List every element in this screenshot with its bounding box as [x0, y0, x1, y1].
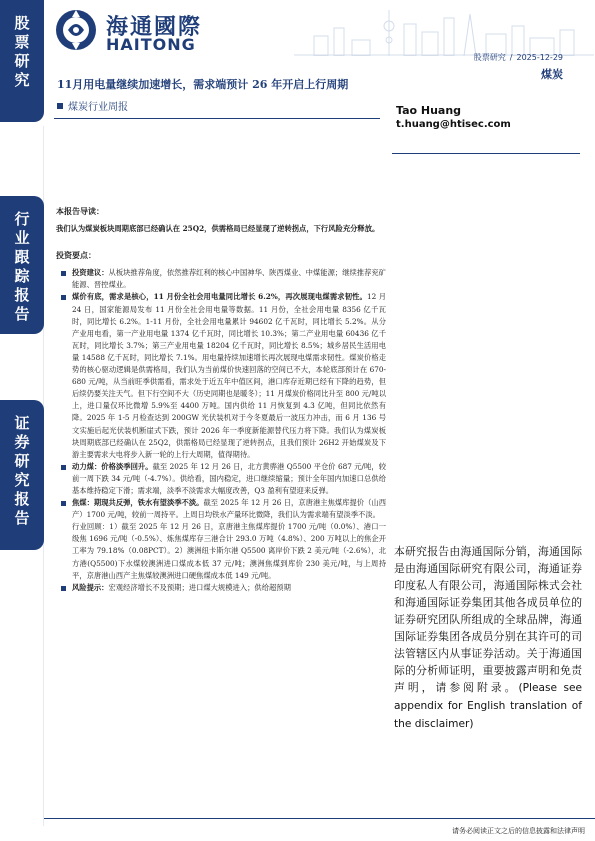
list-item — [56, 497, 386, 521]
city-skyline-illustration — [294, 6, 594, 56]
point-lead: 投资建议： — [72, 268, 109, 278]
sidebar-label-char: 跟 — [14, 248, 30, 266]
disclaimer-cn: 本研究报告由海通国际分销，海通国际是由海通国际研究有限公司，海通证券印度私人有限公司，海通国际株式会社和海通国际证券集团其他各成员单位的证券研究团队所组成的全球品牌，海通国际证券集团各成员分别在其许可的司法管辖区内从事证券活动。关于海通国际的分析师证明，重要披露声明和免责声明，请参阅附录。 — [394, 545, 582, 694]
report-title: 11月用电量继续加速增长，需求端预计 26 年开启上行周期 — [57, 78, 349, 91]
point-lead: 焦煤：期现共反弹，铁水有望淡季不淡。 — [72, 498, 204, 508]
report-date: 2025-12-29 — [516, 53, 563, 62]
analyst-email[interactable]: t.huang@htisec.com — [396, 119, 511, 130]
point-lead: 煤价有底，需求是核心，11 月份全社会用电量同比增长 6.2%，再次展现电煤需求韧性。 — [72, 292, 367, 302]
guide-heading: 本报告导读： — [56, 206, 104, 216]
square-bullet-icon — [57, 103, 63, 109]
sidebar-label — [0, 414, 44, 528]
sidebar-label-char: 报 — [14, 286, 30, 304]
point-text: 宏观经济增长不及预期；进口煤大规模进入；供给超预期 — [108, 582, 291, 592]
report-meta: 股票研究 / 2025-12-29 — [473, 53, 563, 62]
guide-text: 我们认为煤炭板块周期底部已经确认在 25Q2，供需格局已经显现了逆转拐点，下行风险充分释放。 — [56, 224, 380, 234]
sidebar-label — [0, 14, 44, 90]
analyst-name: Tao Huang — [396, 104, 462, 117]
divider — [54, 118, 380, 119]
footer-divider — [44, 818, 595, 819]
point-lead: 风险提示： — [72, 582, 109, 592]
report-body — [56, 205, 386, 594]
company-logo — [54, 8, 224, 56]
list-item — [56, 461, 386, 497]
sidebar-label-char: 股 — [14, 14, 30, 32]
sidebar-section-stock-research — [0, 0, 44, 122]
key-points-list — [56, 267, 386, 594]
logo-mark-icon — [54, 8, 98, 52]
list-item — [56, 267, 386, 291]
disclaimer-en: (Please see appendix for English translation of the disclaimer) — [394, 682, 583, 730]
list-item — [56, 291, 386, 460]
sidebar-label-char: 券 — [14, 433, 30, 451]
sidebar-label-char: 业 — [14, 229, 30, 247]
point-lead: 动力煤：价格淡季回升。 — [72, 461, 153, 471]
sidebar — [0, 0, 44, 841]
sidebar-label-char: 告 — [14, 305, 30, 323]
sidebar-label-char: 票 — [14, 33, 30, 51]
sidebar-label-char: 行 — [14, 210, 30, 228]
sidebar-label-char: 究 — [14, 71, 30, 89]
sidebar-section-industry-tracking — [0, 196, 44, 334]
sidebar-label-char: 研 — [14, 452, 30, 470]
logo-text-cn: 海通國際 — [106, 15, 203, 40]
footer-note: 请务必阅读正文之后的信息披露和法律声明 — [452, 827, 585, 835]
list-item — [56, 521, 386, 581]
analyst-block — [396, 104, 511, 130]
sidebar-label-char: 踪 — [14, 267, 30, 285]
point-text: 截至 2025 年 12 月 26 日，京唐港主焦煤库提价（山西产）1700 元/吨，较前一周持平。上周日均铁水产量环比微降，我们认为需求端有望淡季不淡。 — [72, 498, 386, 520]
disclaimer — [394, 543, 582, 733]
sidebar-label-char: 报 — [14, 490, 30, 508]
point-text: 12 月 24 日，国家能源局发布 11 月份全社会用电量等数据。11 月份，全社会用电量 8356 亿千瓦时，同比增长 6.2%。1-11 月份，全社会用电量累计 94602 亿千瓦时，同比增长 5.2%。从分产业用电看，第一产业用电量 1374 亿千瓦时，同比增长 10.3%；第二产业用电量 60436 亿千瓦时，同比增长 3.7%；第三产业用电量 18204 亿千瓦时，同比增长 8.5%；城乡居民生活用电量 14588 亿千瓦时，同比增长 7.1%。用电量持续加速增长再次展现电煤需求韧性。煤炭价格走势的核心驱动逻辑是供需格局，我们认为当前煤价快速回落的空间已不大，本轮底部预计在 670-680 元/吨，从当前旺季供需看，需求处于近五年中值区间，港口库存近期已经有下降的趋势，但后续仍要关注天气。但下行空间不大（历史同期也是暖冬）；11 月煤炭价格同比升至 800 元/吨以上，进口量仅环比微增 5.9%至 4400 万吨。国内供给 11 月恢复到 4.3 亿吨，但同比依然有降。2025 年 1-5 月检查达到 200GW 光伏装机对于今冬夏最后一波压力冲击，而 6 月 136 号文实施后起光伏装机断崖式下跌，预计 2026 年一季度新能源替代压力将下降。我们认为煤炭板块周期底部已经确认在 25Q2，供需格局已经显现了逆转拐点，且我们预计 26H2 开始煤炭及下游主要需求大电将步入新一轮的上行大周期，值得期待。 — [72, 292, 386, 459]
sidebar-label-char: 告 — [14, 509, 30, 527]
logo-text-en: HAITONG — [106, 35, 196, 54]
industry-label: 煤炭 — [541, 68, 563, 81]
sidebar-label — [0, 210, 44, 324]
report-type: 股票研究 — [473, 53, 506, 62]
report-series-label: 煤炭行业周报 — [68, 102, 128, 113]
key-points-heading: 投资要点： — [56, 250, 96, 261]
sidebar-label-char: 证 — [14, 414, 30, 432]
point-text: 行业回顾：1）截至 2025 年 12 月 26 日，京唐港主焦煤库提价 1700 元/吨（0.0%）、港口一级焦 1696 元/吨（-0.5%）、炼焦煤库存三港合计 293.0 万吨（4.8%）、200 万吨以上的焦企开工率为 79.18%（0.08PCT）。2）澳洲纽卡斯尔港 Q5500 离岸价下跌 2 美元/吨（-2.6%），北方港(Q5500)下水煤较澳洲进口煤成本低 37 元/吨；澳洲焦煤到库价 230 美元/吨，与上周持平，京唐港山西产主焦煤较澳洲进口硬焦煤成本低 149 元/吨。 — [72, 522, 386, 580]
divider — [392, 153, 580, 154]
sidebar-label-char: 究 — [14, 471, 30, 489]
list-item — [56, 582, 386, 594]
page-header — [44, 0, 595, 81]
point-text: 截至 2025 年 12 月 26 日，北方黄骅港 Q5500 平仓价 687 元/吨，较前一周下跌 34 元/吨（-4.7%）。供给看，国内稳定，进口继续缩量；预计全年国内加速口总供给基本维持稳定下滑；需求端，淡季不淡需求大幅度改善，Q3 盈利有望迎来反弹。 — [72, 461, 386, 495]
sidebar-label-char: 研 — [14, 52, 30, 70]
sidebar-section-securities-research — [0, 400, 44, 550]
report-series — [57, 98, 128, 113]
point-text: 从板块推荐角度，依然推荐红利的核心中国神华、陕西煤业、中煤能源；继续推荐兖矿能源、晋控煤业。 — [72, 268, 387, 290]
